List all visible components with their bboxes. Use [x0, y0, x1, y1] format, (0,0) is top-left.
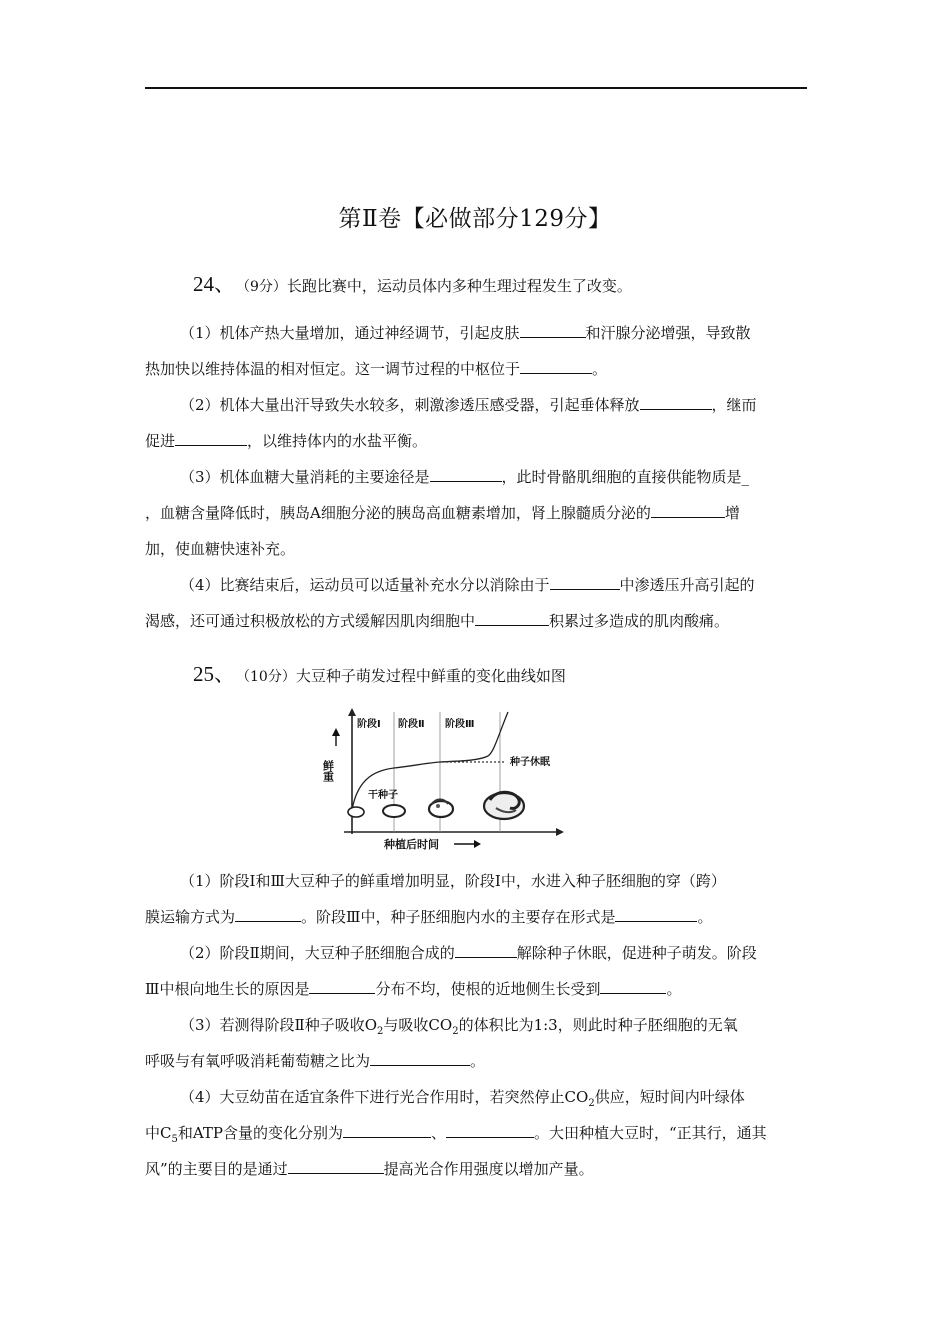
q24-p2-line1: （2）机体大量出汗导致失水较多，刺激渗透压感受器，引起垂体释放 ，继而	[180, 396, 757, 414]
seed-sprouting-icon	[429, 800, 453, 818]
q25-p2-line1: （2）阶段Ⅱ期间，大豆种子胚细胞合成的 解除种子休眠，促进种子萌发。阶段	[180, 944, 757, 962]
q24-heading	[193, 268, 632, 298]
answer-blank[interactable]	[235, 907, 301, 922]
q25-stem: 大豆种子萌发过程中鲜重的变化曲线如图	[295, 667, 566, 685]
answer-blank[interactable]	[430, 467, 502, 482]
stage-1-label: 阶段Ⅰ	[357, 719, 381, 730]
q24-p3-line1: （3）机体血糖大量消耗的主要途径是 ，此时骨骼肌细胞的直接供能物质是_	[180, 468, 750, 486]
answer-blank[interactable]	[175, 431, 247, 446]
dormancy-label: 种子休眠	[510, 757, 550, 768]
seed-dry-icon	[348, 807, 364, 817]
q25-p2-line2: Ⅲ中根向地生长的原因是 分布不均，使根的近地侧生长受到 。	[145, 980, 682, 998]
q25-p3-line1: （3）若测得阶段Ⅱ种子吸收$O_2$与吸收$CO_2$的体积比为1:3，则此时种子胚细胞的无氧	[180, 1016, 738, 1037]
q24-p4-line2: 渴感，还可通过积极放松的方式缓解因肌肉细胞中 积累过多造成的肌肉酸痛。	[145, 612, 730, 630]
stage-2-label: 阶段Ⅱ	[398, 719, 425, 730]
answer-blank[interactable]	[640, 395, 712, 410]
answer-blank[interactable]	[309, 979, 375, 994]
answer-blank[interactable]	[615, 907, 697, 922]
q24-p3-line3: 加，使血糖快速补充。	[145, 540, 296, 558]
q24-p1-line1: （1）机体产热大量增加，通过神经调节，引起皮肤 和汗腺分泌增强，导致散	[180, 324, 751, 342]
dry-seed-label: 干种子	[368, 790, 398, 801]
q24-p4-line1: （4）比赛结束后，运动员可以适量补充水分以消除由于 中渗透压升高引起的	[180, 576, 755, 594]
y-axis-arrow	[348, 708, 356, 716]
answer-blank[interactable]	[520, 359, 592, 374]
stage-3-label: 阶段Ⅲ	[445, 719, 475, 730]
header-rule	[145, 87, 807, 89]
answer-blank[interactable]	[370, 1051, 470, 1066]
q25-p1-line1: （1）阶段Ⅰ和Ⅲ大豆种子的鲜重增加明显，阶段Ⅰ中，水进入种子胚细胞的穿（跨）	[180, 872, 726, 890]
q24-p1-line2: 热加快以维持体温的相对恒定。这一调节过程的中枢位于 。	[145, 360, 608, 378]
section-title: 第Ⅱ卷【必做部分129分】	[338, 206, 612, 232]
q25-p4-line2: 中$C_5$和ATP含量的变化分别为 、 。大田种植大豆时，“正其行，通其	[145, 1124, 767, 1145]
y-axis-label: 鲜重	[321, 760, 335, 782]
q25-p3-line2: 呼吸与有氧呼吸消耗葡萄糖之比为 。	[145, 1052, 486, 1070]
q25-number: 25、	[193, 662, 235, 686]
x-axis-label: 种植后时间	[384, 838, 439, 851]
answer-blank[interactable]	[446, 1123, 534, 1138]
seed-germinated-icon	[484, 792, 524, 819]
seed-swollen-icon	[383, 805, 405, 817]
q25-p4-line1: （4）大豆幼苗在适宜条件下进行光合作用时，若突然停止$CO_2$供应，短时间内叶绿体	[180, 1088, 745, 1109]
q25-points: （10分）	[243, 669, 296, 685]
answer-blank[interactable]	[550, 575, 620, 590]
answer-blank[interactable]	[520, 323, 586, 338]
q24-number: 24、	[193, 272, 235, 296]
q25-p4-line3: 风”的主要目的是通过 提高光合作用强度以增加产量。	[145, 1160, 594, 1178]
x-axis-arrow	[556, 828, 564, 836]
answer-blank[interactable]	[455, 943, 517, 958]
answer-blank[interactable]	[475, 611, 549, 626]
answer-blank[interactable]	[288, 1159, 384, 1174]
q24-stem: 长跑比赛中，运动员体内多种生理过程发生了改变。	[286, 277, 632, 295]
q25-p1-line2: 膜运输方式为 。阶段Ⅲ中，种子胚细胞内水的主要存在形式是 。	[145, 908, 713, 926]
q25-heading	[193, 658, 566, 688]
q24-points: （9分）	[243, 279, 287, 295]
seed-fresh-weight-figure	[318, 706, 580, 852]
y-label-arrow	[332, 728, 340, 736]
answer-blank[interactable]	[651, 503, 725, 518]
x-label-arrow	[474, 840, 481, 848]
q24-p2-line2: 促进 ，以维持体内的水盐平衡。	[145, 432, 428, 450]
q24-p3-line2: ，血糖含量降低时，胰岛A细胞分泌的胰岛高血糖素增加，肾上腺髓质分泌的 增	[145, 504, 740, 522]
answer-blank[interactable]	[343, 1123, 431, 1138]
answer-blank[interactable]	[600, 979, 666, 994]
